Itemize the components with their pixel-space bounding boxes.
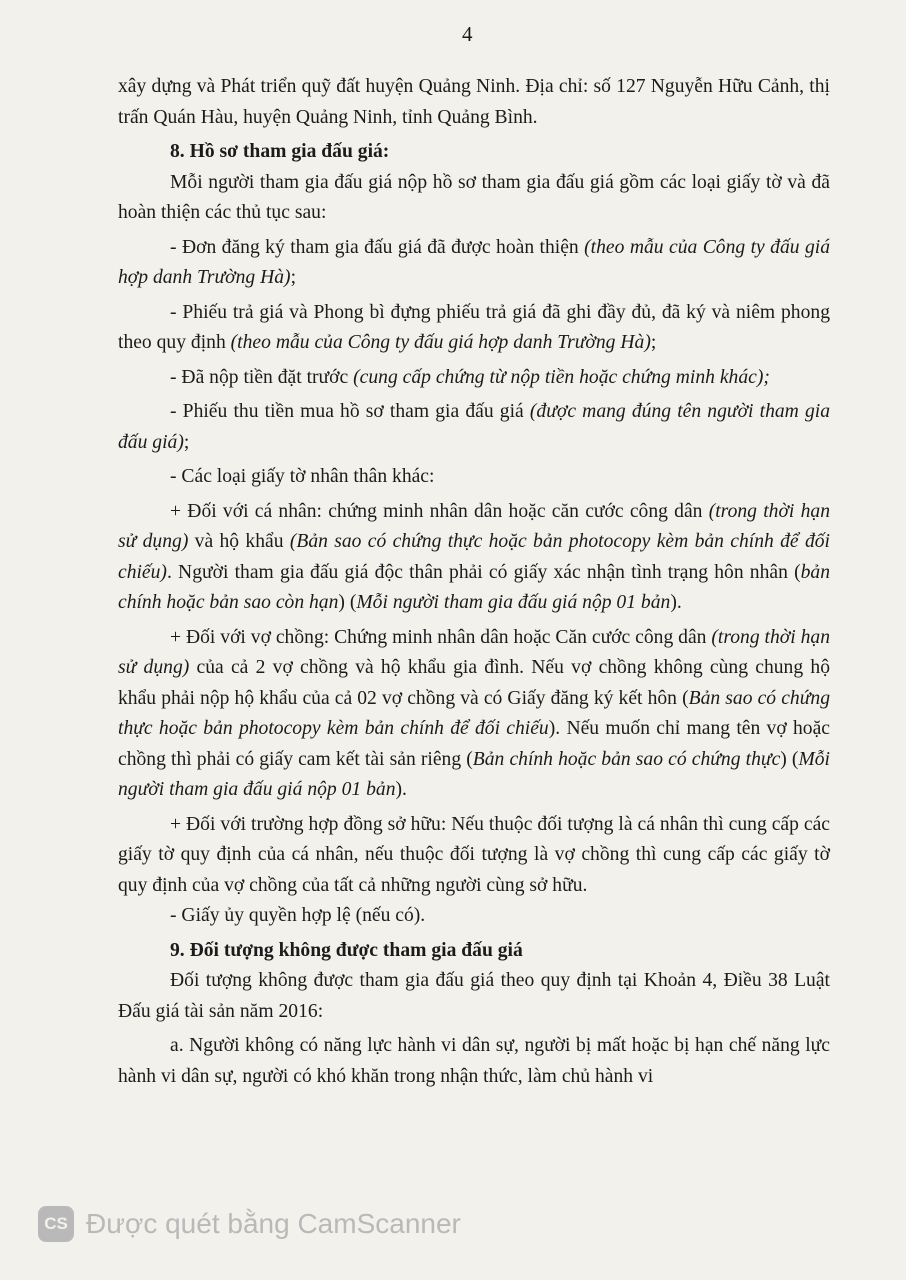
text: ). Nếu muốn chỉ mang tên vợ hoặc chồng thì phải có giấy cam kết tài sản riêng (: [118, 718, 830, 770]
text: và hộ khẩu: [188, 531, 290, 552]
sub-item: [118, 623, 830, 806]
page-number: 4: [462, 22, 473, 46]
text: ).: [395, 779, 407, 800]
text: ;: [183, 431, 190, 453]
list-item: [118, 397, 830, 458]
italic-text: (cung cấp chứng từ nộp tiền hoặc chứng minh khác);: [353, 366, 770, 388]
italic-text: Mỗi người tham gia đấu giá nộp 01 bản: [118, 748, 830, 800]
italic-text: (trong thời hạn sử dụng): [118, 500, 831, 552]
text: ) (: [780, 748, 799, 770]
camscanner-logo-icon: CS: [38, 1206, 74, 1242]
italic-text: (Bản sao có chứng thực hoặc bản photocopy kèm bản chính để đối chiếu): [118, 531, 830, 583]
sub-item: [118, 497, 830, 619]
italic-text: (theo mẫu của Công ty đấu giá hợp danh Trường Hà): [230, 332, 651, 353]
italic-text: (trong thời hạn sử dụng): [118, 626, 830, 678]
paragraph: a. Người không có năng lực hành vi dân sự, người bị mất hoặc bị hạn chế năng lực hành vi dân sự, người có khó khăn trong nhận thức, làm chủ hành vi: [118, 1035, 830, 1087]
list-item: [118, 233, 830, 294]
paragraph: Đối tượng không được tham gia đấu giá theo quy định tại Khoản 4, Điều 38 Luật Đấu giá tài sản năm 2016:: [118, 970, 830, 1022]
italic-text: bản chính hoặc bản sao còn hạn: [118, 561, 830, 613]
paragraph: xây dựng và Phát triển quỹ đất huyện Quảng Ninh. Địa chỉ: số 127 Nguyễn Hữu Cảnh, thị trấn Quán Hàu, huyện Quảng Ninh, tỉnh Quảng Bình.: [118, 76, 830, 128]
list-item: [118, 298, 830, 359]
text: - Phiếu trả giá và Phong bì đựng phiếu trả giá đã ghi đầy đủ, đã ký và niêm phong theo quy định: [118, 301, 830, 353]
section-heading-8: 8. Hồ sơ tham gia đấu giá:: [170, 141, 390, 162]
list-item: - Các loại giấy tờ nhân thân khác:: [170, 466, 435, 487]
italic-text: Bản sao có chứng thực hoặc bản photocopy kèm bản chính để đối chiếu: [118, 687, 830, 739]
paragraph: Mỗi người tham gia đấu giá nộp hồ sơ tham gia đấu giá gồm các loại giấy tờ và đã hoàn thiện các thủ tục sau:: [118, 171, 830, 223]
document-body: [118, 72, 830, 1092]
text: - Phiếu thu tiền mua hồ sơ tham gia đấu giá: [170, 401, 530, 422]
italic-text: Bản chính hoặc bản sao có chứng thực: [472, 748, 781, 770]
text: ;: [650, 332, 657, 353]
watermark-text: Được quét bằng CamScanner: [86, 1208, 461, 1239]
camscanner-watermark: [38, 1206, 461, 1242]
text: + Đối với vợ chồng: Chứng minh nhân dân hoặc Căn cước công dân: [170, 626, 712, 648]
text: + Đối với cá nhân: chứng minh nhân dân hoặc căn cước công dân: [170, 500, 709, 522]
text: ).: [670, 592, 682, 613]
sub-item: + Đối với trường hợp đồng sở hữu: Nếu thuộc đối tượng là cá nhân thì cung cấp các giấy tờ quy định của cá nhân, nếu thuộc đối tượng là vợ chồng thì cung cấp các giấy tờ quy định của vợ chồng của tất cả những người cùng sở hữu.: [118, 813, 830, 896]
italic-text: (theo mẫu của Công ty đấu giá hợp danh Trường Hà): [118, 236, 831, 288]
text: . Người tham gia đấu giá độc thân phải có giấy xác nhận tình trạng hôn nhân (: [166, 561, 801, 583]
italic-text: (được mang đúng tên người tham gia đấu giá): [118, 401, 830, 453]
list-item: [118, 363, 830, 394]
section-heading-9: 9. Đối tượng không được tham gia đấu giá: [170, 939, 523, 961]
list-item: - Giấy ủy quyền hợp lệ (nếu có).: [170, 905, 426, 926]
text: của cả 2 vợ chồng và hộ khẩu gia đình. Nếu vợ chồng không cùng chung hộ khẩu phải nộp hộ khẩu của cả 02 vợ chồng và có Giấy đăng ký kết hôn (: [118, 657, 830, 709]
text: - Đơn đăng ký tham gia đấu giá đã được hoàn thiện: [170, 236, 585, 258]
text: ;: [290, 267, 297, 288]
text: ) (: [338, 592, 357, 613]
italic-text: Mỗi người tham gia đấu giá nộp 01 bản: [356, 592, 671, 613]
text: - Đã nộp tiền đặt trước: [170, 366, 354, 388]
